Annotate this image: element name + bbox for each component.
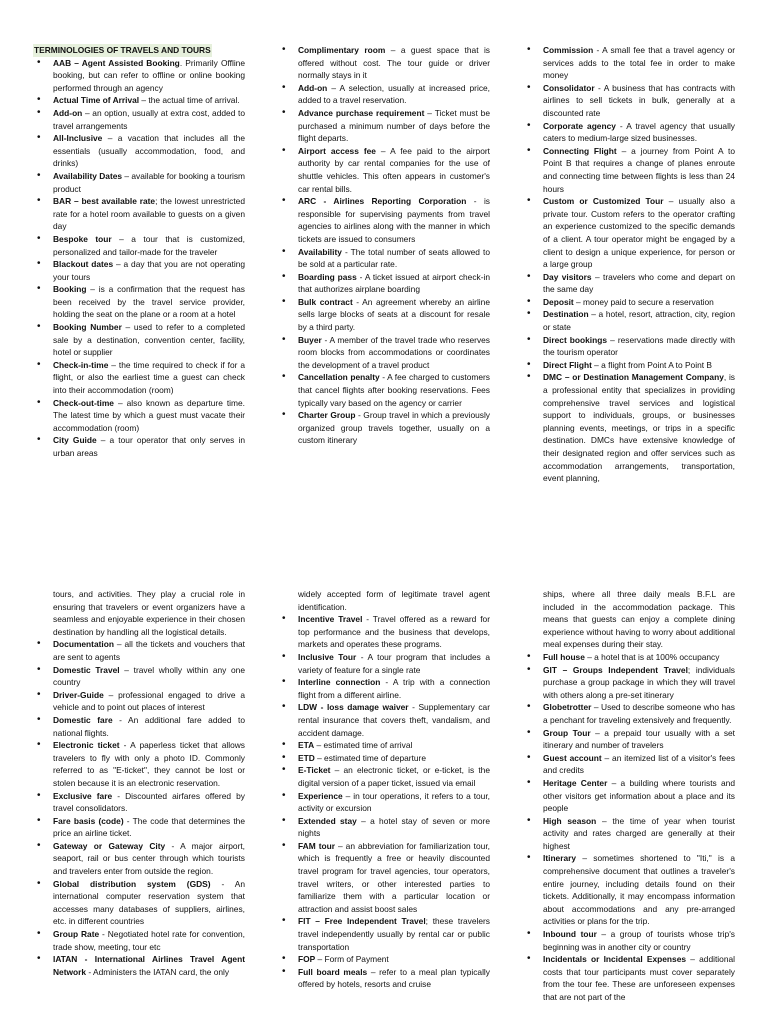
- term-name: Destination: [543, 309, 589, 320]
- column-1-bottom: [33, 588, 245, 978]
- term-list: [523, 44, 735, 485]
- term-item: [278, 840, 490, 916]
- term-definition: – an abbreviation for familiarization tour, which is frequently a free or heavily discounted travel program for travel agencies, tour operators, travel writers, or other interested parties to familiarize them with a particular location or attraction and assist boost sales: [298, 840, 490, 914]
- term-name: Buyer: [298, 334, 322, 345]
- term-definition: - The total number of seats allowed to be sold at a particular rate.: [298, 246, 490, 270]
- column-3-bottom: [523, 588, 735, 1004]
- term-item: [33, 107, 245, 132]
- term-name: Group Tour: [543, 727, 591, 738]
- term-name: E-Ticket: [298, 765, 331, 776]
- term-item: [278, 651, 490, 676]
- term-name: Extended stay: [298, 815, 357, 826]
- term-name: Full board meals: [298, 966, 368, 977]
- term-name: Documentation: [53, 639, 114, 650]
- term-item: [33, 664, 245, 689]
- term-name: City Guide: [53, 435, 97, 446]
- term-name: GIT – Groups Independent Travel: [543, 664, 688, 675]
- term-definition: – a prepaid tour usually with a set itinerary and number of travelers: [543, 727, 736, 751]
- term-item: [523, 296, 735, 309]
- term-definition: - The code that determines the price an airline ticket.: [53, 815, 245, 839]
- term-item: [33, 321, 245, 359]
- term-item: [278, 371, 490, 409]
- term-item: [33, 397, 245, 435]
- term-definition: – travel wholly within any one country: [53, 664, 245, 688]
- term-name: Deposit: [543, 296, 574, 307]
- term-name: Add-on: [298, 82, 328, 93]
- term-name: Availability Dates: [53, 170, 123, 181]
- term-definition: - An international computer reservation system that accesses many databases of suppliers, airlines, etc. in different countries: [53, 878, 246, 927]
- term-definition: – professional engaged to drive a vehicle and to point out places of interest: [53, 689, 245, 713]
- term-name: Advance purchase requirement: [298, 107, 425, 118]
- term-definition: – Ticket must be purchased a minimum number of days before the flight departs.: [298, 107, 490, 144]
- term-item: [523, 777, 735, 815]
- term-definition: – is a confirmation that the request has been received by the travel service provider, holding the seat on the plane or a room at a hotel: [53, 284, 245, 320]
- term-definition: – a journey from Point A to Point B that requires a change of planes enroute and connecting time between flights is less than 24 hours: [543, 145, 735, 194]
- term-definition: - Travel offered as a reward for top performance and the business that develops, markets and operates these programs.: [298, 614, 490, 650]
- term-definition: - An agreement whereby an airline sells large blocks of seats at a discount for resale by a third party.: [298, 296, 490, 333]
- term-name: Gateway or Gateway City: [53, 840, 166, 851]
- term-definition: - A major airport, seaport, rail or bus center through which tourists and travelers enter from outside the region.: [53, 840, 246, 877]
- term-name: Booking Number: [53, 322, 122, 333]
- term-item: [523, 651, 735, 664]
- term-definition: – a tour operator that only serves in urban areas: [53, 435, 245, 458]
- term-definition: – sometimes shortened to "Iti," is a comprehensive document that outlines a traveler's entire journey, including details found on their tickets. Additionally, it may encompass information about accommodations and any pre-arranged activities or plans for the trip.: [543, 853, 735, 927]
- term-name: Direct bookings: [543, 334, 608, 345]
- page-title: TERMINOLOGIES OF TRAVELS AND TOURS: [34, 45, 211, 55]
- term-name: Actual Time of Arrival: [53, 95, 140, 106]
- term-name: Fare basis (code): [53, 815, 124, 826]
- term-definition: , is a professional entity that specializes in providing comprehensive travel services and logistical support to individuals, groups, or businesses planning events, meetings, or trips in a specific destination. DMCs have extensive knowledge of their designated region and offer services such as accommodation arrangements, transportation, event planning,: [543, 372, 735, 484]
- term-item: [278, 915, 490, 953]
- term-item: [523, 44, 735, 82]
- column-3-top: [523, 44, 735, 485]
- term-definition: – a hotel, resort, attraction, city, region or state: [543, 309, 735, 333]
- term-name: FOP: [298, 954, 316, 965]
- continued-text: widely accepted form of legitimate travel agent identification.: [298, 589, 490, 612]
- term-item: [33, 928, 245, 953]
- column-2-bottom: [278, 588, 490, 991]
- term-item: [278, 107, 490, 145]
- term-name: AAB – Agent Assisted Booking: [53, 57, 180, 68]
- term-item: [33, 170, 245, 195]
- term-item: [278, 44, 490, 82]
- term-item: [33, 94, 245, 107]
- term-item: [523, 145, 735, 195]
- term-item: [33, 840, 245, 878]
- term-item: [278, 739, 490, 752]
- term-item: [278, 953, 490, 966]
- term-name: Group Rate: [53, 929, 100, 940]
- term-definition: – also known as departure time. The latest time by which a guest must vacate their accommodation (room): [53, 397, 245, 433]
- term-item: [523, 359, 735, 372]
- term-item: [33, 359, 245, 397]
- term-definition: - A travel agency that usually caters to medium-large sized businesses.: [543, 120, 735, 144]
- term-item: [523, 195, 735, 271]
- term-definition: - Supplementary car rental insurance that covers theft, vandalism, and accident damage.: [298, 702, 490, 738]
- term-item: [33, 878, 245, 928]
- term-definition: – a hotel stay of seven or more nights: [298, 815, 490, 839]
- term-item: [278, 296, 490, 334]
- term-item: [523, 334, 735, 359]
- term-name: ARC - Airlines Reporting Corporation: [298, 196, 467, 207]
- term-name: Day visitors: [543, 271, 592, 282]
- term-definition: - Negotiated hotel rate for convention, trade show, meeting, tour etc: [53, 929, 245, 952]
- term-definition: - A paperless ticket that allows travelers to fly with only a photo ID. Commonly referred to as "E-ticket", they cannot be lost or stolen because it is an electronic reservation.: [53, 740, 245, 788]
- term-name: Commission: [543, 45, 594, 55]
- term-definition: - Administers the IATAN card, the only: [86, 966, 230, 977]
- term-definition: – additional costs that tour participants must cover separately from the tour fee. These are unforeseen expenses that are not part of the: [543, 954, 735, 1002]
- term-definition: – the time required to check if for a flight, or also the earliest time a guest can check into their accommodation (room): [53, 359, 245, 396]
- term-name: ETD: [298, 752, 315, 763]
- term-item: [523, 852, 735, 928]
- term-definition: - A tour program that includes a variety of feature for a single rate: [298, 651, 490, 675]
- term-definition: - A member of the travel trade who reserves room blocks from accommodations or coordinates the development of a travel product: [298, 334, 490, 370]
- term-name: Domestic Travel: [53, 664, 120, 675]
- term-name: Interline connection: [298, 677, 381, 688]
- term-definition: - Discounted airfares offered by travel consolidators.: [53, 790, 245, 814]
- term-item: [278, 246, 490, 271]
- term-item: [523, 271, 735, 296]
- term-item: [278, 334, 490, 372]
- term-definition: - is responsible for supervising payments from travel agencies to airlines along with the manner in which tickets are issued to consumers: [298, 196, 490, 244]
- term-definition: – an itemized list of a visitor's fees and credits: [543, 752, 736, 776]
- term-definition: – Form of Payment: [315, 954, 389, 965]
- term-name: Booking: [53, 284, 87, 295]
- term-item: [33, 790, 245, 815]
- term-item: [523, 701, 735, 726]
- term-definition: – the time of year when tourist activity and rates charged are generally at their highest: [543, 815, 736, 851]
- term-item: [278, 752, 490, 765]
- term-item: [523, 815, 735, 853]
- term-name: Custom or Customized Tour: [543, 196, 664, 207]
- term-item: [278, 676, 490, 701]
- term-item: [523, 308, 735, 333]
- term-list: [523, 651, 735, 1004]
- term-item: [33, 434, 245, 459]
- term-name: Globetrotter: [543, 702, 592, 713]
- term-item: [523, 727, 735, 752]
- term-name: Inbound tour: [543, 929, 597, 940]
- term-definition: - A business that has contracts with airlines to sell tickets in bulk, generally at a discounted rate: [543, 82, 735, 118]
- term-name: FIT – Free Independent Travel: [298, 916, 426, 927]
- term-definition: - A ticket issued at airport check-in that authorizes airplane boarding: [298, 271, 491, 295]
- term-item: [523, 928, 735, 953]
- continued-text: ships, where all three daily meals B.F.L are included in the accommodation package. This means that guests can enjoy a complete dining experience without having to worry about additional meal expenses during their stay.: [543, 589, 735, 650]
- term-name: Connecting Flight: [543, 145, 617, 156]
- continued-text: tours, and activities. They play a crucial role in ensuring that travelers or event organizers have a seamless and enjoyable experience in their chosen destination by handling all the logistical details.: [53, 589, 245, 637]
- term-item: [33, 283, 245, 321]
- term-definition: ; the lowest unrestricted rate for a hotel room available to guests on a given day: [53, 196, 245, 232]
- term-item: [33, 953, 245, 978]
- term-definition: – a hotel that is at 100% occupancy: [584, 651, 720, 662]
- term-definition: – a building where tourists and other visitors get information about a place and its people: [543, 777, 735, 814]
- term-name: Full house: [543, 651, 585, 662]
- term-name: Guest account: [543, 752, 602, 763]
- term-name: Boarding pass: [298, 271, 357, 282]
- term-list: [33, 57, 245, 460]
- term-item: [33, 132, 245, 170]
- term-name: Check-in-time: [53, 359, 109, 370]
- term-definition: – a tour that is customized, personalized and tailor-made for the traveler: [53, 233, 245, 257]
- term-name: Add-on: [53, 107, 83, 118]
- term-definition: - A small fee that a travel agency or services adds to the total fee in order to make money: [543, 45, 735, 81]
- term-item: [33, 233, 245, 258]
- term-name: Inclusive Tour: [298, 651, 357, 662]
- term-item: [523, 371, 735, 484]
- term-item: [33, 638, 245, 663]
- term-definition: – in tour operations, it refers to a tour, activity or excursion: [298, 790, 490, 814]
- term-item: [33, 714, 245, 739]
- term-definition: – a guest space that is offered without cost. The tour guide or driver normally stays in it: [298, 45, 490, 81]
- term-definition: – money paid to secure a reservation: [573, 296, 714, 307]
- term-definition: – travelers who come and depart on the same day: [543, 271, 735, 295]
- term-name: Electronic ticket: [53, 740, 120, 751]
- term-definition: – refer to a meal plan typically offered by hotels, resorts and cruise: [298, 966, 490, 990]
- term-item: [523, 953, 735, 1003]
- term-item: [33, 57, 245, 95]
- term-name: Driver-Guide: [53, 689, 104, 700]
- term-item: [278, 764, 490, 789]
- term-name: FAM tour: [298, 840, 335, 851]
- term-item: [278, 82, 490, 107]
- term-name: Airport access fee: [298, 145, 376, 156]
- term-name: Exclusive fare: [53, 790, 113, 801]
- term-name: All-Inclusive: [53, 133, 103, 144]
- term-definition: – all the tickets and vouchers that are sent to agents: [53, 639, 245, 662]
- term-name: Cancellation penalty: [298, 372, 380, 383]
- term-item: [33, 739, 245, 789]
- term-list: [33, 638, 245, 978]
- term-definition: – estimated time of departure: [314, 752, 427, 763]
- term-item: [278, 701, 490, 739]
- term-name: Corporate agency: [543, 120, 616, 131]
- term-name: Charter Group: [298, 410, 356, 421]
- term-item: [278, 966, 490, 991]
- term-name: IATAN - International Airlines Travel Agent Network: [53, 954, 245, 977]
- term-definition: - Group travel in which a previously organized group travels together, usually on a custom itinerary: [298, 410, 490, 446]
- term-list: [278, 44, 490, 447]
- term-definition: – A selection, usually at increased price, added to a travel reservation.: [298, 82, 490, 106]
- term-name: Global distribution system (GDS): [53, 878, 211, 889]
- term-item: [278, 790, 490, 815]
- term-name: Domestic fare: [53, 714, 113, 725]
- column-2-top: [278, 44, 490, 447]
- term-name: Heritage Center: [543, 777, 608, 788]
- term-name: Itinerary: [543, 853, 577, 864]
- term-definition: – Used to describe someone who has a penchant for traveling extensively and frequently.: [543, 702, 735, 725]
- term-definition: – A fee paid to the airport authority by car rental companies for the use of shuttle vehicles. This often appears in customer's car rental bills.: [298, 145, 490, 194]
- term-definition: – a flight from Point A to Point B: [591, 359, 712, 370]
- term-name: Experience: [298, 790, 343, 801]
- term-name: Bulk contract: [298, 296, 353, 307]
- term-item: [33, 815, 245, 840]
- term-definition: – reservations made directly with the tourism operator: [543, 334, 735, 358]
- term-definition: – usually also a private tour. Custom refers to the operator crafting an experience customized to the specific demands of a client. A tour operator might be engaged by a client to design a unique experience, for person or a large group: [543, 196, 735, 270]
- term-item: [523, 120, 735, 145]
- term-name: Complimentary room: [298, 45, 386, 55]
- term-name: Availability: [298, 246, 342, 257]
- term-item: [33, 689, 245, 714]
- term-definition: - An additional fare added to national flights.: [53, 714, 245, 738]
- term-definition: - A trip with a connection flight from a different airline.: [298, 677, 491, 700]
- term-name: High season: [543, 815, 597, 826]
- term-definition: – a day that you are not operating your tours: [53, 259, 246, 282]
- term-definition: – estimated time of arrival: [314, 740, 413, 751]
- term-name: ETA: [298, 740, 315, 751]
- term-item: [278, 409, 490, 447]
- term-definition: – a group of tourists whose trip's beginning was in another city or country: [543, 929, 735, 952]
- term-definition: - A fee charged to customers that cancel flights after booking reservations. Fees typically vary based on the agency or carrier: [298, 372, 490, 408]
- term-item: [33, 258, 245, 283]
- term-definition: . Primarily Offline booking, but can refer to offline or online booking performed through an agency: [53, 57, 246, 93]
- term-definition: – available for booking a tourism product: [53, 170, 246, 194]
- term-item: [278, 271, 490, 296]
- term-name: Bespoke tour: [53, 233, 112, 244]
- term-definition: – a vacation that includes all the essentials (usually accommodation, food, and drinks): [53, 133, 245, 169]
- term-name: BAR – best available rate: [53, 196, 156, 207]
- term-item: [33, 195, 245, 233]
- column-1-top: [33, 44, 245, 460]
- term-name: DMC – or Destination Management Company: [543, 372, 724, 383]
- term-name: Blackout dates: [53, 259, 114, 270]
- term-item: [278, 613, 490, 651]
- term-definition: – an option, usually at extra cost, added to travel arrangements: [53, 107, 245, 131]
- term-definition: – used to refer to a completed sale by a destination, convention center, facility, hotel or supplier: [53, 322, 245, 358]
- term-item: [278, 815, 490, 840]
- term-name: Check-out-time: [53, 397, 114, 408]
- term-item: [523, 752, 735, 777]
- term-name: Direct Flight: [543, 359, 592, 370]
- term-name: Consolidator: [543, 82, 595, 93]
- term-list: [278, 613, 490, 991]
- term-item: [278, 195, 490, 245]
- term-name: LDW - loss damage waiver: [298, 702, 409, 713]
- term-definition: – the actual time of arrival.: [139, 95, 240, 106]
- term-definition: ; these travelers travel independently usually by rental car or public transportation: [298, 916, 490, 952]
- term-item: [523, 82, 735, 120]
- term-item: [523, 664, 735, 702]
- term-definition: ; individuals purchase a group package in which they will travel with others along a pre-set itinerary: [543, 664, 735, 700]
- term-item: [278, 145, 490, 195]
- term-definition: – an electronic ticket, or e-ticket, is the digital version of a paper ticket, issued via email: [298, 765, 490, 788]
- term-name: Incentive Travel: [298, 614, 363, 625]
- term-name: Incidentals or Incidental Expenses: [543, 954, 687, 965]
